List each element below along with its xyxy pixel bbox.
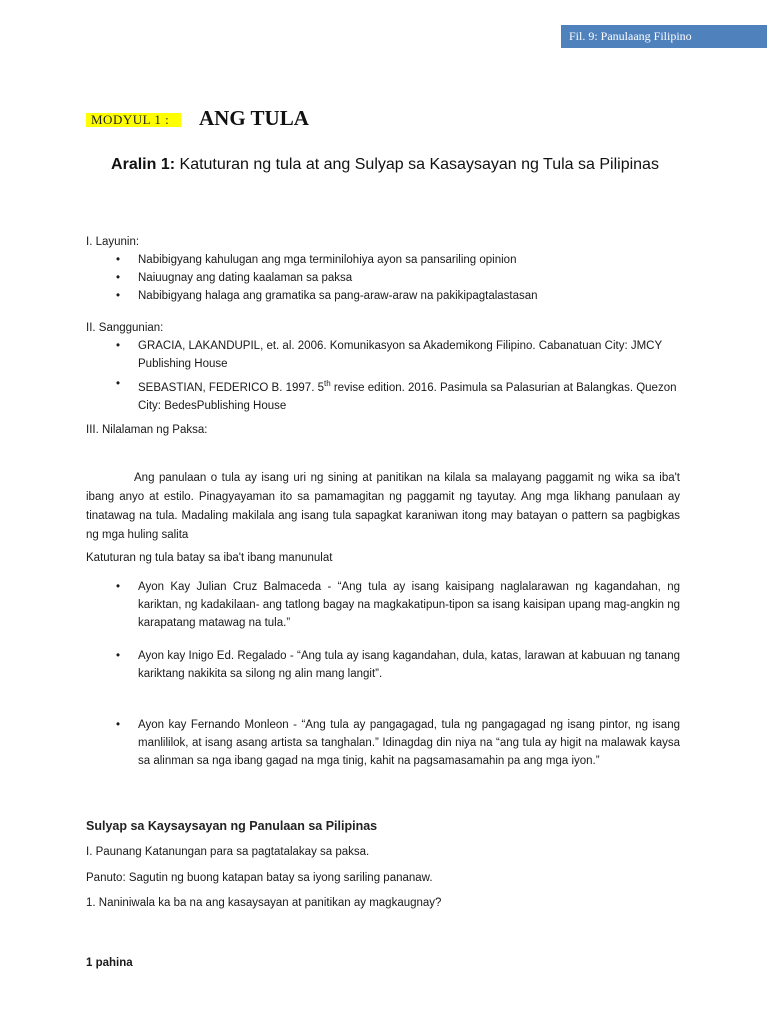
list-item: • Nabibigyang kahulugan ang mga terminilohiya ayon sa pansariling opinion — [86, 251, 538, 269]
references-list — [86, 337, 686, 417]
header-tab: Fil. 9: Panulaang Filipino — [561, 25, 767, 48]
list-item: • Ayon Kay Julian Cruz Balmaceda - “Ang tula ay isang kaisipang naglalarawan ng kagandahan, ng kariktan, ng kadakilaan- ang tatlong bagay na magkakatipun-tipon sa isang kaisipan upang mag-angkin ng karapatang matawag na tula.” — [86, 578, 680, 632]
lesson-title — [100, 152, 670, 177]
ref2-text-rest: revise edition. 2016. Pasimula sa Palasurian at Balangkas. Quezon City: BedesPublishing House — [138, 381, 677, 412]
instructions: Panuto: Sagutin ng buong katapan batay sa iyong sariling pananaw. — [86, 872, 433, 884]
history-heading: Sulyap sa Kaysaysayan ng Panulaan sa Pilipinas — [86, 819, 378, 833]
questions-heading: I. Paunang Katanungan para sa pagtatalakay sa paksa. — [86, 846, 370, 858]
ref2-superscript: th — [323, 379, 331, 388]
objectives-list — [86, 251, 538, 305]
page-number: 1 pahina — [86, 957, 133, 969]
list-item: • Ayon kay Inigo Ed. Regalado - “Ang tula ay isang kagandahan, dula, katas, larawan at kabuuan ng tanang kariktang nakikita sa silong ng alin mang langit”. — [86, 647, 680, 683]
quotes-list-3 — [86, 716, 680, 770]
list-item: • GRACIA, LAKANDUPIL, et. al. 2006. Komunikasyon sa Akademikong Filipino. Cabanatuan City: JMCY Publishing House — [86, 337, 686, 373]
module-title: ANG TULA — [199, 106, 309, 130]
question-1: 1. Naniniwala ka ba na ang kasaysayan at panitikan ay magkaugnay? — [86, 897, 442, 909]
references-heading: II. Sanggunian: — [86, 322, 164, 334]
list-item: • Nabibigyang halaga ang gramatika sa pang-araw-araw na pakikipagtalastasan — [86, 287, 538, 305]
quotes-list-2 — [86, 647, 680, 683]
lesson-prefix: Aralin 1: — [111, 156, 176, 173]
intro-paragraph: Ang panulaan o tula ay isang uri ng sining at panitikan na kilala sa malayang paggamit ng wika sa iba't ibang anyo at estilo. Pinagyayaman ito sa pamamagitan ng paggamit ng tayutay. Ang mga likhang panulaan ay tinatawag na tula. Madaling makilala ang isang tula sapagkat karaniwan itong may batayan o pattern sa pagbigkas ng mga huling salita — [86, 472, 680, 541]
list-item: • Naiuugnay ang dating kaalaman sa paksa — [86, 269, 538, 287]
content-heading: III. Nilalaman ng Paksa: — [86, 424, 208, 436]
list-item: • Ayon kay Fernando Monleon - “Ang tula ay pangagagad, tula ng pangagagad ng isang pintor, ng isang manlililok, at isang asang artista sa tanghalan.” Idinagdag din niya na “ang tula ay higit na malawak kaysa sa alinman sa nga ibang gagad na mga tinig, kahit na pagsamasamahin pa ang mga iyon.” — [86, 716, 680, 770]
quotes-list-1 — [86, 578, 680, 632]
objectives-heading: I. Layunin: — [86, 236, 140, 248]
lesson-title-text: Katuturan ng tula at ang Sulyap sa Kasaysayan ng Tula sa Pilipinas — [179, 156, 659, 173]
list-item — [86, 375, 686, 415]
ref2-text: SEBASTIAN, FEDERICO B. 1997. 5 — [138, 381, 324, 394]
module-label: MODYUL 1 : — [91, 112, 170, 127]
definitions-heading: Katuturan ng tula batay sa iba't ibang manunulat — [86, 552, 333, 564]
